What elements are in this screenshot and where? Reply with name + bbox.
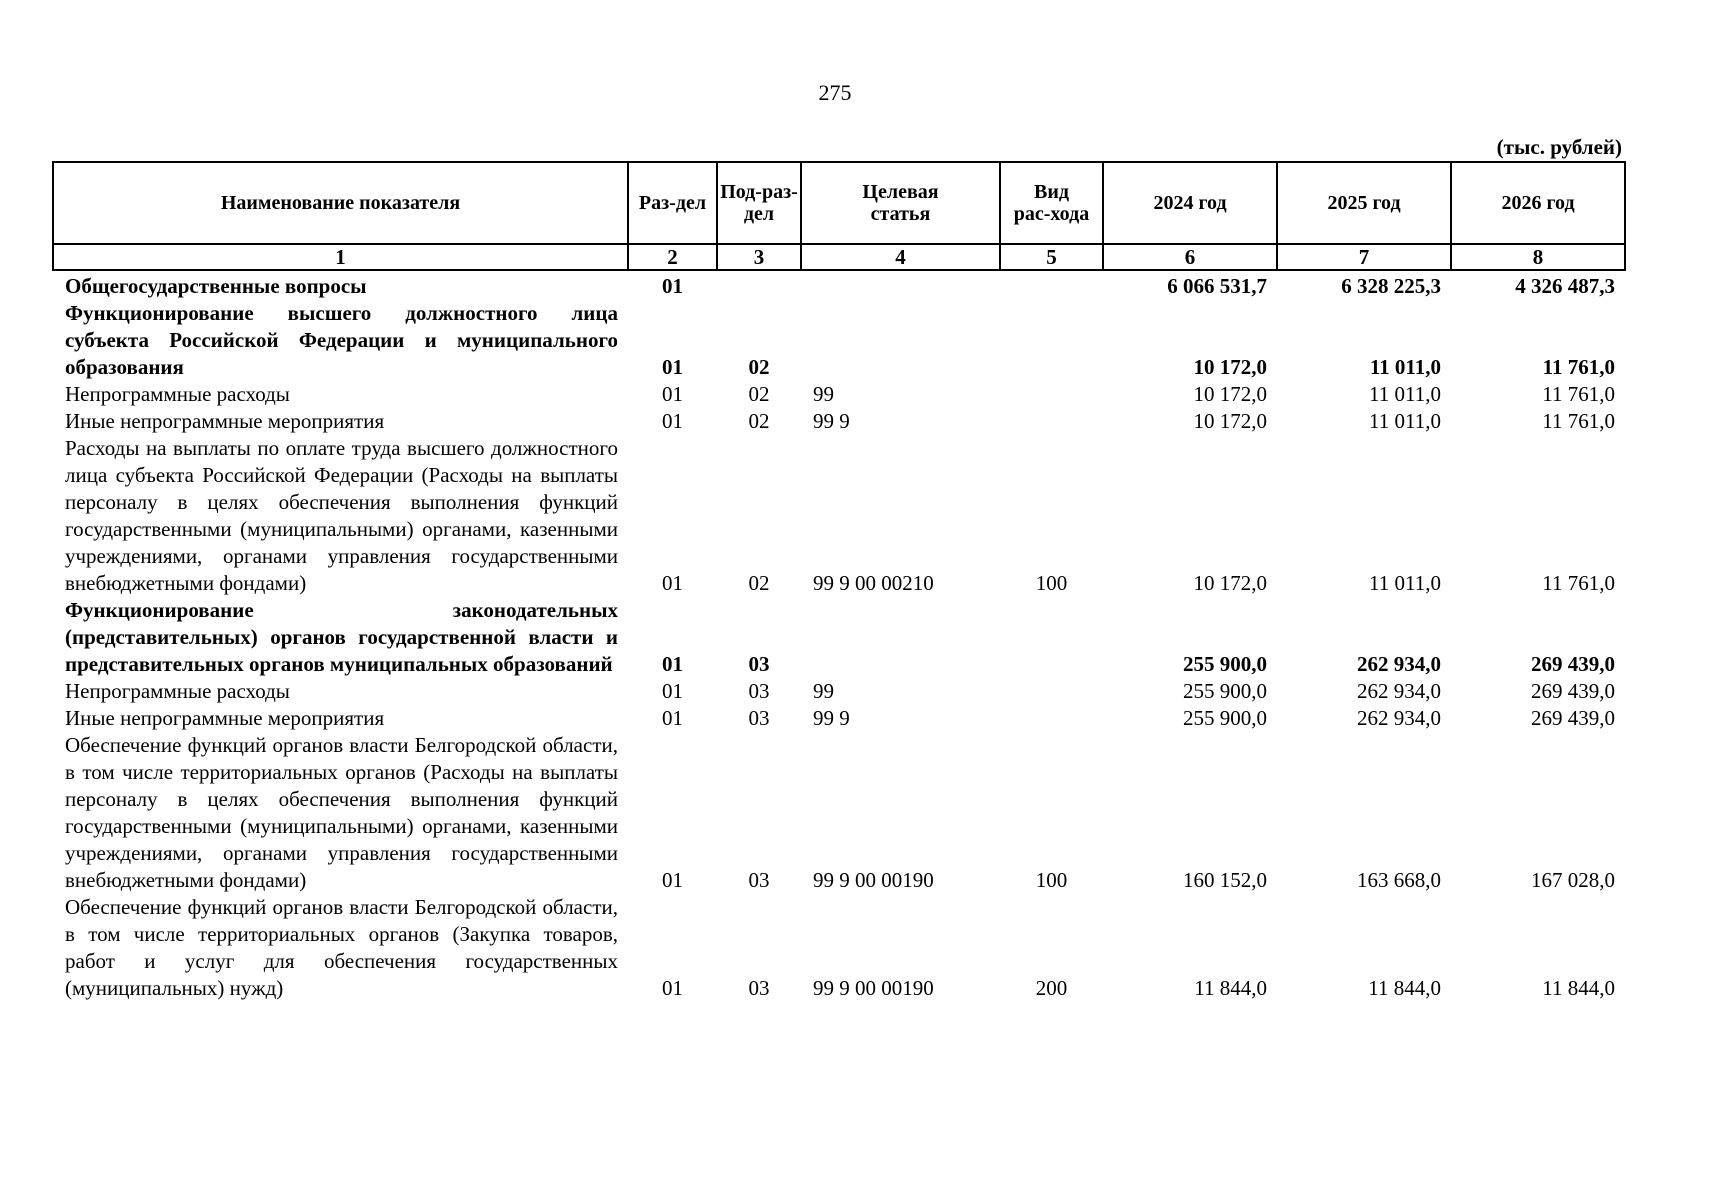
row-podrazdel: 03 (748, 706, 770, 730)
row-razdel: 01 (662, 868, 683, 892)
row-value-2024: 255 900,0 (1183, 652, 1267, 676)
row-podrazdel: 02 (748, 571, 770, 595)
table-row (53, 300, 1625, 381)
header-razdel: Раз-дел (628, 162, 717, 244)
header-podrazdel: Под-раз-дел (717, 162, 801, 244)
row-name: Иные непрограммные мероприятия (65, 706, 385, 730)
header-statya: Целевая статья (801, 162, 1000, 244)
row-value-2025: 262 934,0 (1357, 706, 1441, 730)
row-vid (1000, 270, 1103, 300)
row-name: Расходы на выплаты по оплате труда высшего должностного лица субъекта Российской Федерации (Расходы на выплаты персоналу в целях обеспечения выполнения функций государственными (муниципальными) органами, казенными учреждениями, органами управления государственными внебюджетными фондами) (65, 436, 618, 595)
table-row (53, 270, 1625, 300)
row-vid: 100 (1035, 868, 1068, 892)
units-label: (тыс. рублей) (1496, 135, 1622, 159)
row-podrazdel (717, 270, 801, 300)
column-number: 5 (1000, 244, 1103, 270)
header-2024: 2024 год (1103, 162, 1277, 244)
table-row (53, 435, 1625, 597)
row-value-2025: 11 011,0 (1369, 355, 1441, 379)
column-number: 6 (1103, 244, 1277, 270)
row-value-2026: 11 844,0 (1542, 976, 1615, 1000)
row-value-2024: 10 172,0 (1193, 382, 1267, 406)
header-name: Наименование показателя (53, 162, 628, 244)
row-statya: 99 (813, 679, 834, 703)
row-name: Общегосударственные вопросы (65, 274, 367, 298)
row-razdel: 01 (662, 382, 683, 406)
row-name: Обеспечение функций органов власти Белгородской области, в том числе территориальных органов (Закупка товаров, работ и услуг для обеспечения государственных (муниципальных) нужд) (65, 895, 618, 1000)
row-value-2024: 10 172,0 (1193, 571, 1267, 595)
row-value-2024: 255 900,0 (1183, 706, 1267, 730)
row-value-2024: 10 172,0 (1193, 355, 1267, 379)
row-value-2026: 4 326 487,3 (1515, 274, 1615, 298)
row-value-2025: 11 011,0 (1369, 382, 1441, 406)
row-statya (801, 300, 1000, 381)
row-podrazdel: 03 (748, 679, 770, 703)
row-podrazdel: 02 (748, 355, 770, 379)
row-value-2026: 269 439,0 (1531, 652, 1615, 676)
row-name: Обеспечение функций органов власти Белгородской области, в том числе территориальных органов (Расходы на выплаты персоналу в целях обеспечения выполнения функций государственными (муниципальными) органами, казенными учреждениями, органами управления государственными внебюджетными фондами) (65, 733, 618, 892)
row-podrazdel: 03 (748, 976, 770, 1000)
row-statya: 99 9 (813, 409, 850, 433)
row-value-2026: 269 439,0 (1531, 706, 1615, 730)
row-name: Непрограммные расходы (65, 382, 290, 406)
row-value-2024: 6 066 531,7 (1167, 274, 1267, 298)
table-row (53, 381, 1625, 408)
column-number: 8 (1451, 244, 1625, 270)
row-statya: 99 (813, 382, 834, 406)
header-vid: Вид рас-хода (1000, 162, 1103, 244)
row-value-2026: 167 028,0 (1531, 868, 1615, 892)
row-razdel: 01 (662, 652, 683, 676)
header-row (53, 162, 1625, 244)
row-podrazdel: 02 (748, 409, 770, 433)
row-value-2026: 11 761,0 (1542, 355, 1615, 379)
row-value-2025: 262 934,0 (1357, 652, 1441, 676)
page-number: 275 (818, 80, 852, 105)
row-razdel: 01 (662, 679, 683, 703)
table-row (53, 894, 1625, 1002)
row-name: Функционирование законодательных (представительных) органов государственной власти и представительных органов муниципальных образований (65, 598, 618, 676)
row-value-2025: 11 011,0 (1369, 571, 1441, 595)
row-podrazdel: 03 (748, 652, 770, 676)
row-value-2025: 262 934,0 (1357, 679, 1441, 703)
column-number: 1 (53, 244, 628, 270)
column-number: 4 (801, 244, 1000, 270)
row-value-2024: 11 844,0 (1194, 976, 1267, 1000)
table-row (53, 408, 1625, 435)
column-number-row (53, 244, 1625, 270)
row-podrazdel: 03 (748, 868, 770, 892)
row-vid: 200 (1035, 976, 1068, 1000)
row-statya: 99 9 00 00210 (813, 571, 934, 595)
row-razdel: 01 (662, 976, 683, 1000)
row-statya: 99 9 (813, 706, 850, 730)
row-vid (1000, 300, 1103, 381)
row-statya: 99 9 00 00190 (813, 976, 934, 1000)
row-value-2025: 11 011,0 (1369, 409, 1441, 433)
row-name: Функционирование высшего должностного лица субъекта Российской Федерации и муниципального образования (65, 301, 618, 379)
table-row (53, 732, 1625, 894)
row-vid (1000, 408, 1103, 435)
header-2025: 2025 год (1277, 162, 1451, 244)
row-vid (1000, 705, 1103, 732)
column-number: 7 (1277, 244, 1451, 270)
column-number: 3 (717, 244, 801, 270)
row-value-2026: 11 761,0 (1542, 571, 1615, 595)
header-2026: 2026 год (1451, 162, 1625, 244)
table-row (53, 597, 1625, 678)
row-statya (801, 270, 1000, 300)
row-name: Иные непрограммные мероприятия (65, 409, 385, 433)
row-value-2024: 160 152,0 (1183, 868, 1267, 892)
row-value-2025: 11 844,0 (1368, 976, 1441, 1000)
row-name: Непрограммные расходы (65, 679, 290, 703)
budget-table (52, 161, 1626, 1002)
row-razdel: 01 (662, 409, 683, 433)
row-value-2025: 6 328 225,3 (1341, 274, 1441, 298)
row-statya (801, 597, 1000, 678)
column-number: 2 (628, 244, 717, 270)
row-vid: 100 (1035, 571, 1068, 595)
table-body (53, 270, 1625, 1002)
row-value-2024: 10 172,0 (1193, 409, 1267, 433)
row-vid (1000, 678, 1103, 705)
row-razdel: 01 (662, 571, 683, 595)
table-row (53, 678, 1625, 705)
table-row (53, 705, 1625, 732)
row-statya: 99 9 00 00190 (813, 868, 934, 892)
row-vid (1000, 381, 1103, 408)
row-razdel: 01 (662, 706, 683, 730)
row-razdel: 01 (662, 355, 683, 379)
row-value-2024: 255 900,0 (1183, 679, 1267, 703)
row-value-2025: 163 668,0 (1357, 868, 1441, 892)
row-razdel: 01 (662, 274, 683, 298)
row-value-2026: 269 439,0 (1531, 679, 1615, 703)
row-podrazdel: 02 (748, 382, 770, 406)
row-vid (1000, 597, 1103, 678)
row-value-2026: 11 761,0 (1542, 409, 1615, 433)
row-value-2026: 11 761,0 (1542, 382, 1615, 406)
